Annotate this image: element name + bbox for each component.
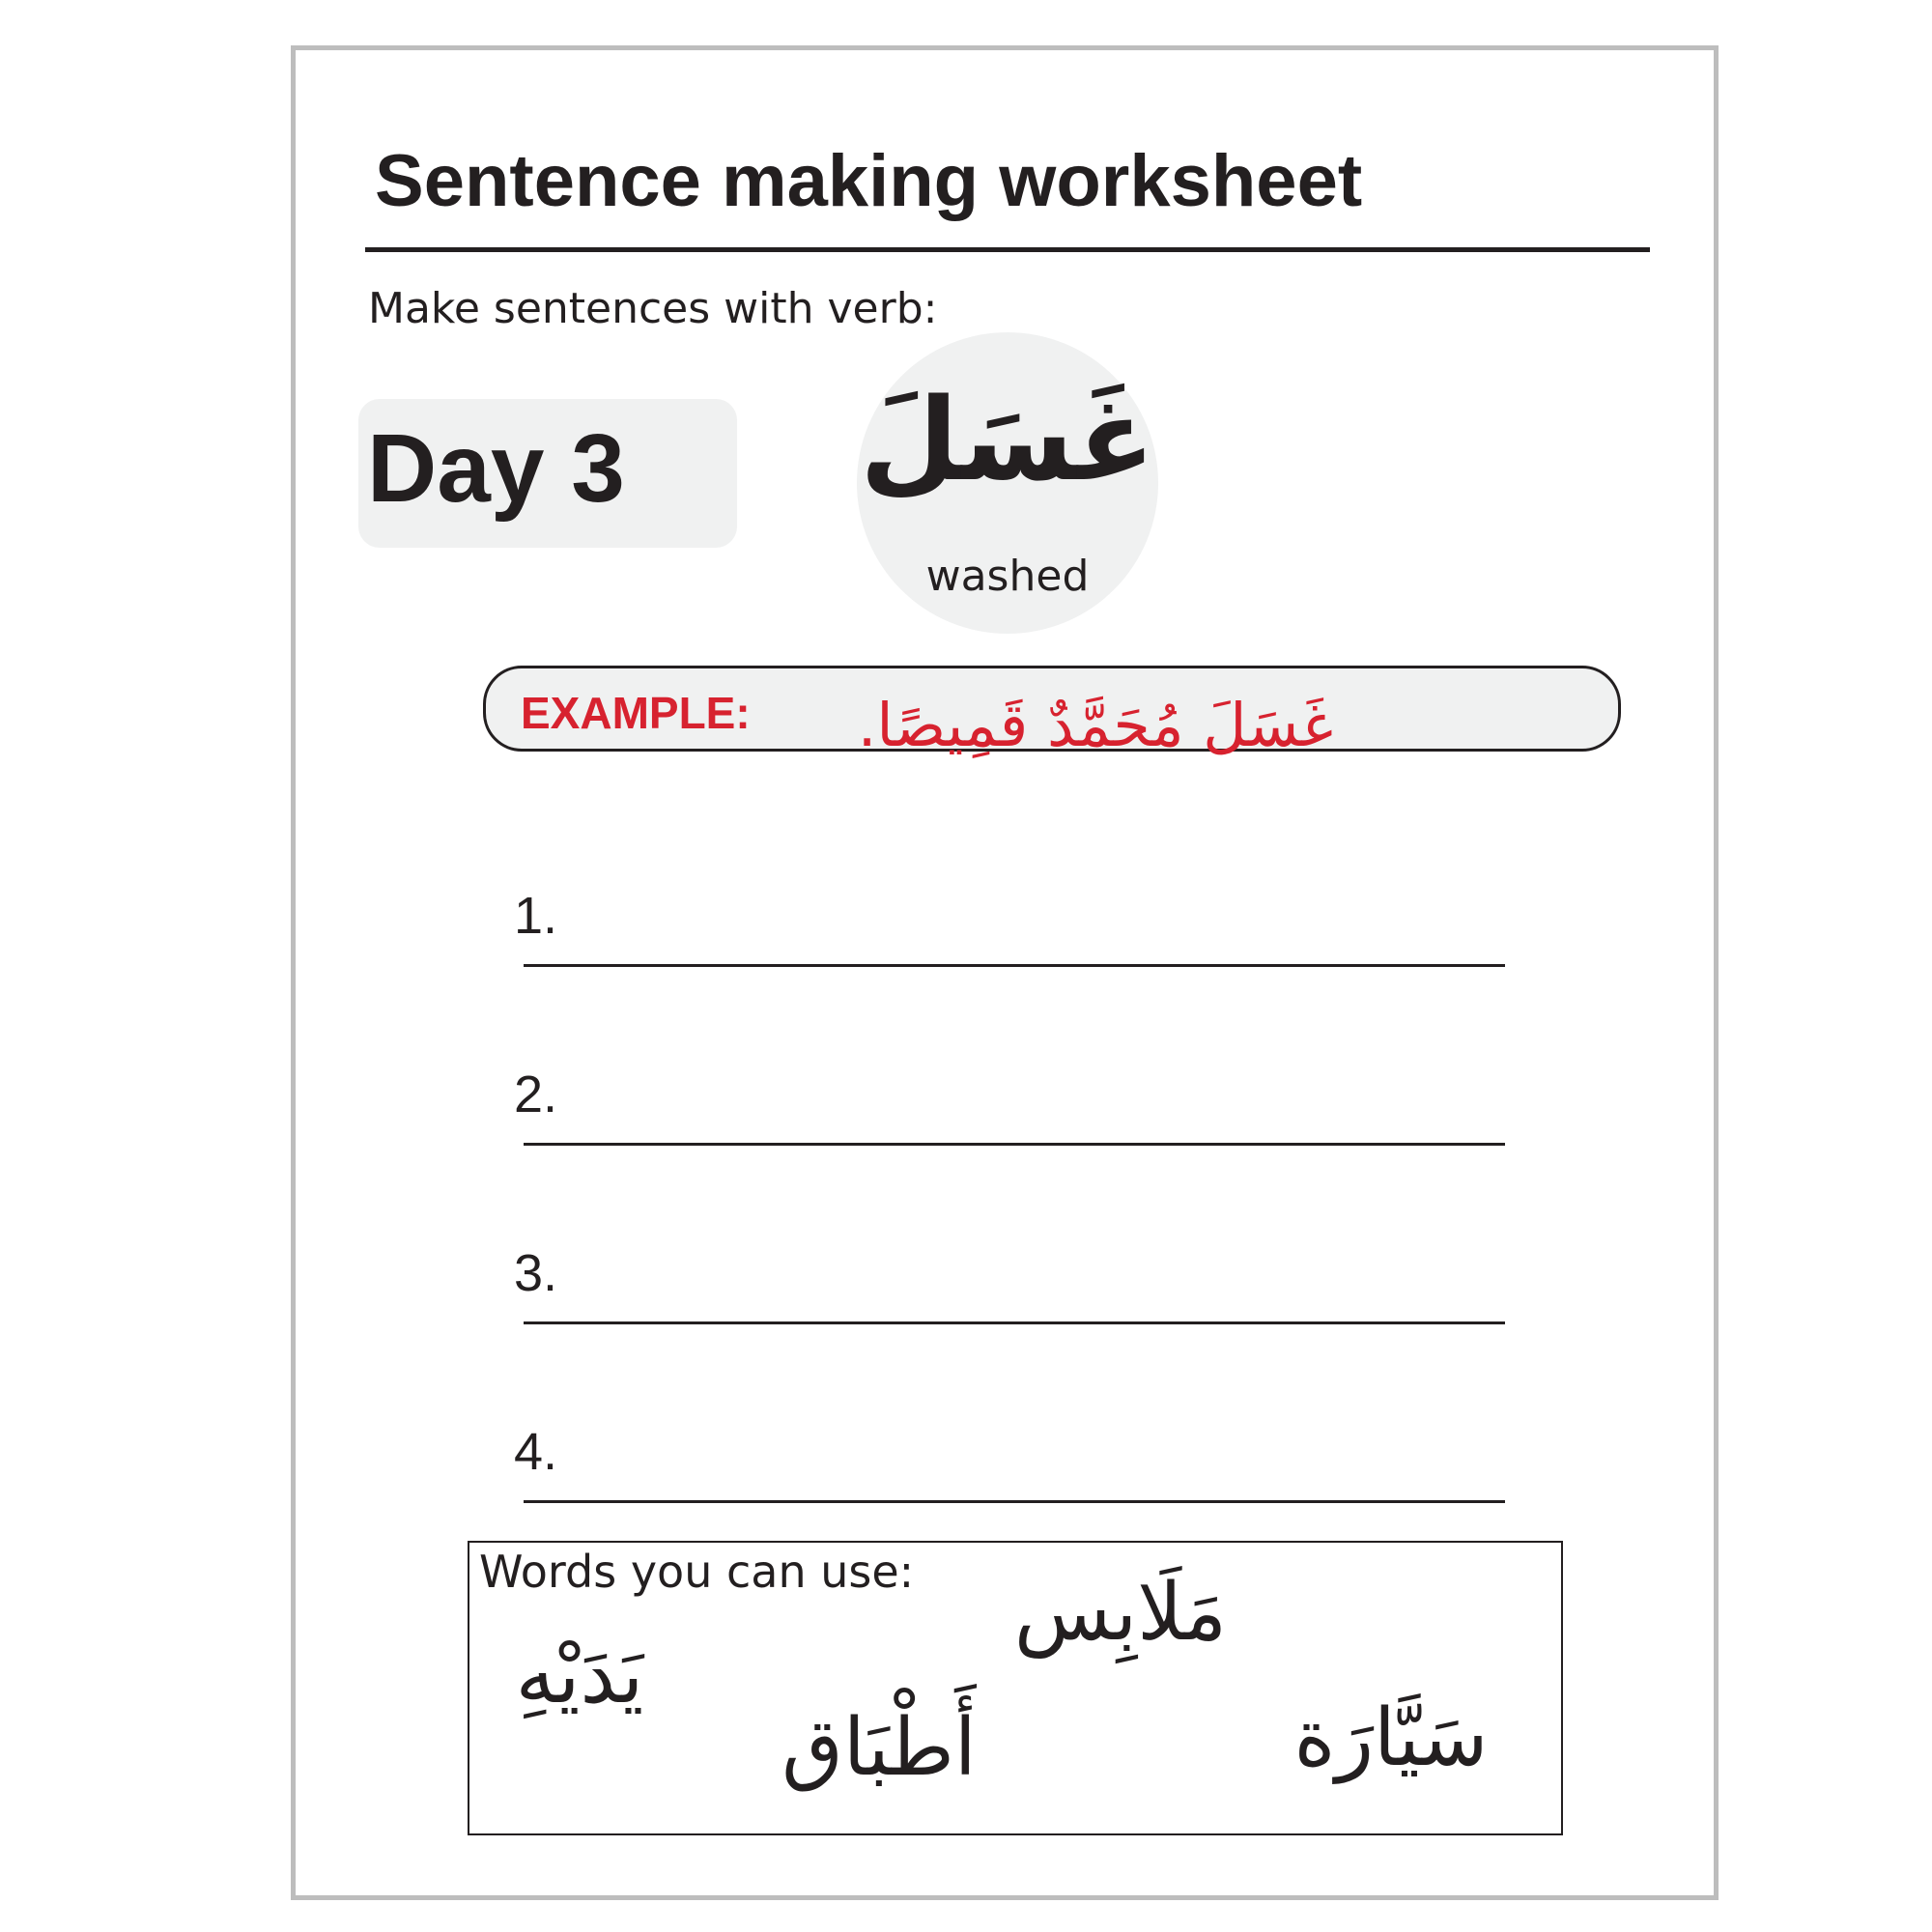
word-bank-heading: Words you can use:	[479, 1546, 915, 1598]
word-bank-word: سَيَّارَة	[1293, 1692, 1489, 1784]
answer-line-number: 2.	[514, 1065, 558, 1123]
answer-line-rule	[524, 1143, 1505, 1146]
word-bank-word: مَلَابِس	[1013, 1567, 1228, 1659]
answer-line-1[interactable]	[512, 882, 1507, 988]
example-sentence: غَسَلَ مُحَمَّدٌ قَمِيصًا.	[857, 690, 1333, 760]
answer-line-number: 1.	[514, 887, 558, 945]
title-divider	[365, 247, 1650, 252]
answer-line-3[interactable]	[512, 1239, 1507, 1346]
verb-meaning: washed	[925, 552, 1090, 601]
answer-line-2[interactable]	[512, 1061, 1507, 1167]
answer-line-rule	[524, 964, 1505, 967]
instruction-text: Make sentences with verb:	[368, 284, 938, 333]
example-label: EXAMPLE:	[521, 688, 751, 738]
answer-line-rule	[524, 1500, 1505, 1503]
answer-line-4[interactable]	[512, 1418, 1507, 1524]
answer-line-rule	[524, 1321, 1505, 1324]
answer-line-number: 3.	[514, 1244, 558, 1302]
verb-arabic: غَسَلَ	[859, 373, 1155, 506]
word-bank-word: أَطْبَاق	[781, 1702, 977, 1794]
page-title: Sentence making worksheet	[375, 140, 1363, 222]
day-label: Day 3	[367, 414, 625, 523]
answer-line-number: 4.	[514, 1423, 558, 1481]
word-bank-word: يَدَيْهِ	[515, 1630, 644, 1721]
